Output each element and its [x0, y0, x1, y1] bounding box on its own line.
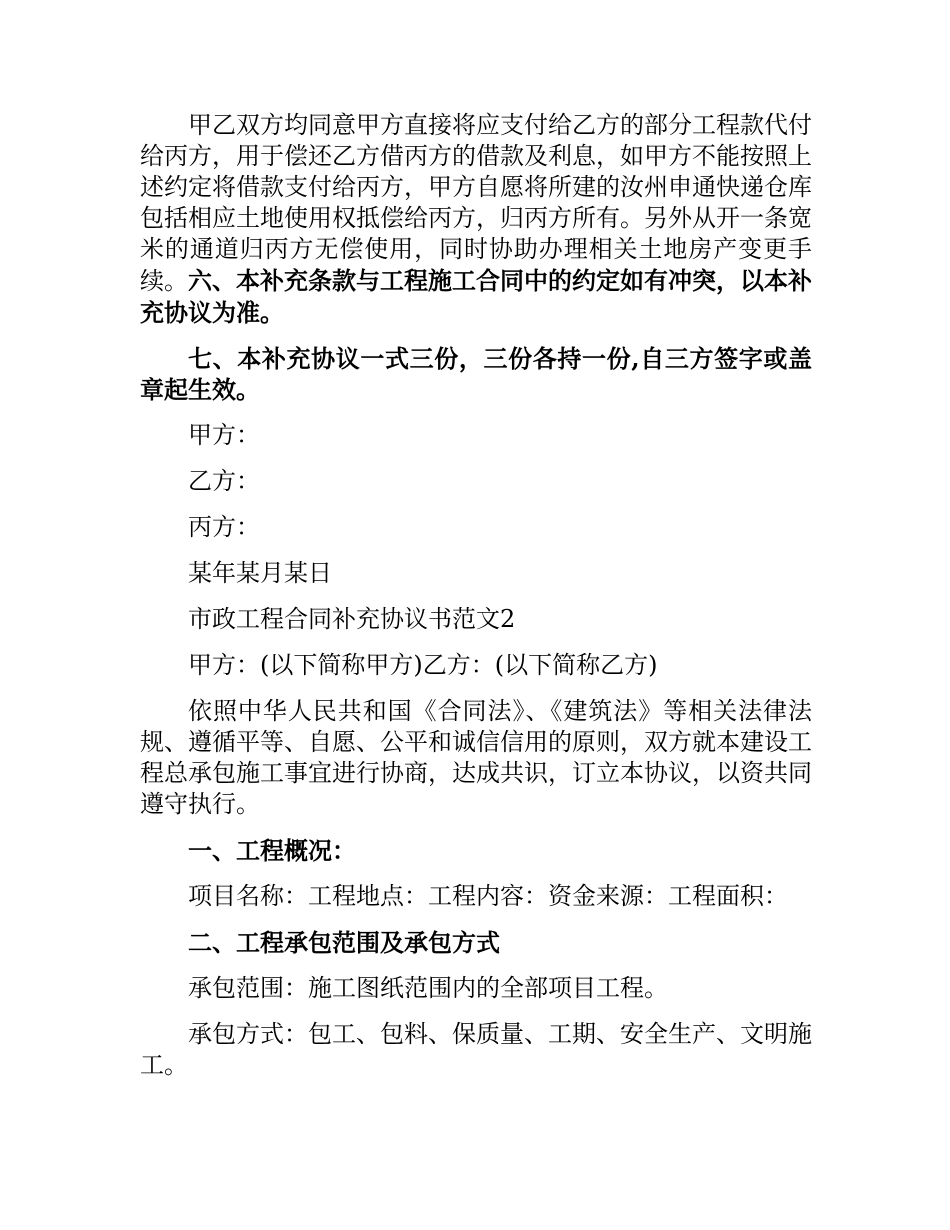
parties-line: 甲方：(以下简称甲方)乙方：(以下简称乙方): [188, 651, 658, 679]
clause-6: 六、本补充条款与工程施工合同中的约定如有冲突，以本补充协议为准。: [140, 266, 812, 327]
repayment-text: 甲乙双方均同意甲方直接将应支付给乙方的部分工程款代付给丙方，用于偿还乙方借丙方的借款及利息，如甲方不能按照上述约定将借款支付给丙方，甲方自愿将所建的汝州申通快递仓库包括相应土地使用权抵偿给丙方，归丙方所有。另外从开一条宽米的通道归丙方无偿使用，同时协助办理相关土地房产变更手续。: [140, 111, 812, 295]
intro-paragraph: 依照中华人民共和国《合同法》、《建筑法》等相关法律法规、遵循平等、自愿、公平和诚信信用的原则，双方就本建设工程总承包施工事宜进行协商，达成共识，订立本协议，以资共同遵守执行。: [140, 697, 812, 818]
section-2-heading: 二、工程承包范围及承包方式: [188, 928, 500, 957]
section-1-heading: 一、工程概况：: [188, 836, 356, 865]
party-c-signature-label: 丙方：: [188, 513, 260, 541]
party-b-signature-label: 乙方：: [188, 467, 260, 495]
document-page: [140, 110, 812, 1081]
signing-date: 某年某月某日: [188, 559, 332, 587]
contract-method: 承包方式：包工、包料、保质量、工期、安全生产、文明施工。: [140, 1020, 812, 1079]
clause-7: 七、本补充协议一式三份，三份各持一份,自三方签字或盖章起生效。: [140, 344, 812, 404]
paragraph-repayment: [140, 110, 812, 329]
sample-title: 市政工程合同补充协议书范文2: [188, 605, 516, 633]
party-a-signature-label: 甲方：: [188, 421, 260, 449]
section-1-fields: 项目名称：工程地点：工程内容：资金来源：工程面积：: [188, 882, 788, 910]
contract-scope: 承包范围：施工图纸范围内的全部项目工程。: [188, 974, 668, 1002]
